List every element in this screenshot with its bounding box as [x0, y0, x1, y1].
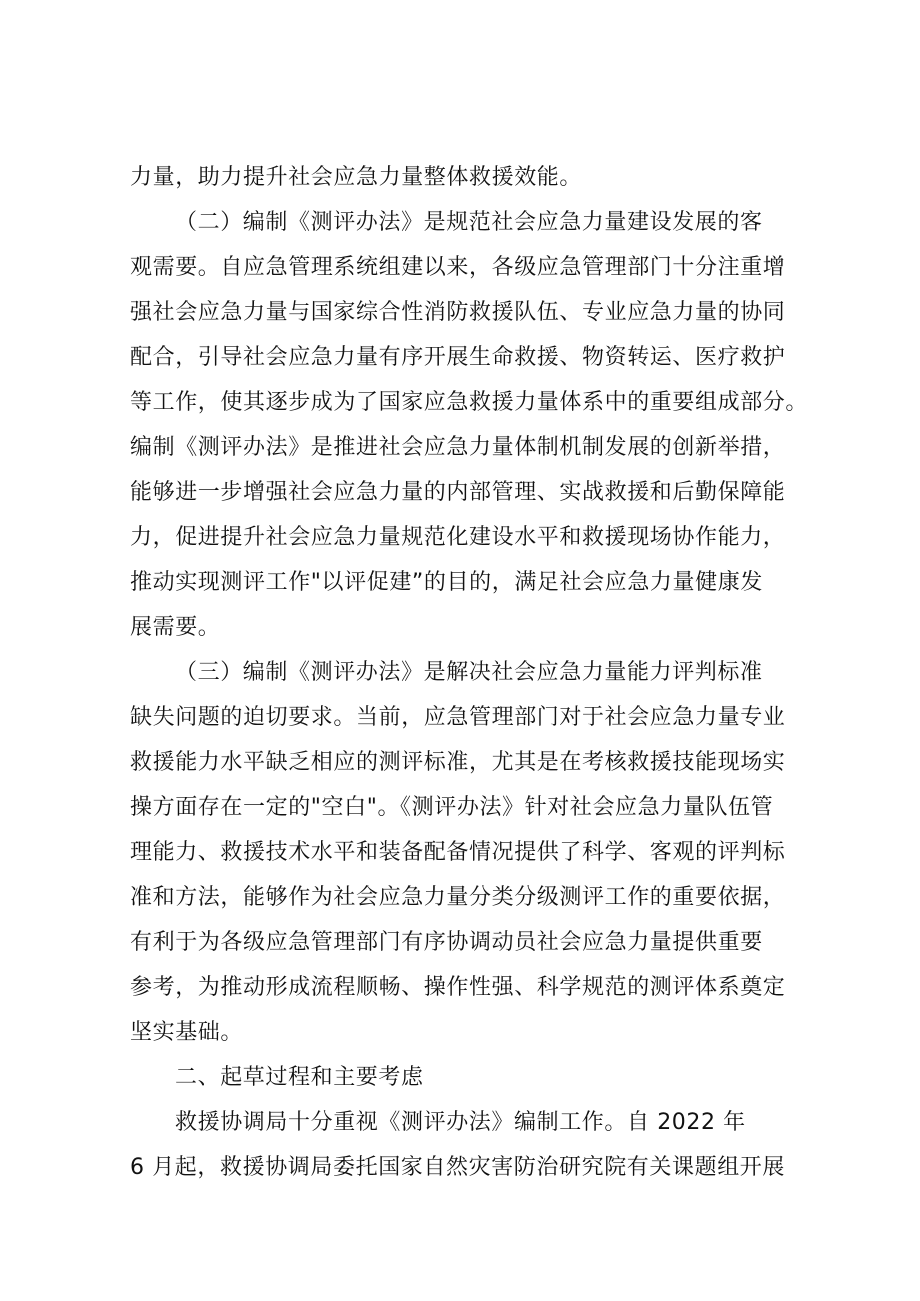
paragraph-line-22: 救援协调局十分重视《测评办法》编制工作。自 2022 年 — [175, 1110, 746, 1135]
paragraph-line-8: 能够进一步增强社会应急力量的内部管理、实战救援和后勤保障能 — [130, 480, 786, 505]
paragraph-line-7: 编制《测评办法》是推进社会应急力量体制机制发展的创新举措， — [130, 435, 786, 460]
paragraph-line-20: 坚实基础。 — [130, 1020, 244, 1045]
paragraph-line-13: 缺失问题的迫切要求。当前，应急管理部门对于社会应急力量专业 — [130, 705, 786, 730]
paragraph-line-6: 等工作，使其逐步成为了国家应急救援力量体系中的重要组成部分。 — [130, 390, 809, 415]
paragraph-line-23: 6 月起，救援协调局委托国家自然灾害防治研究院有关课题组开展 — [130, 1155, 785, 1180]
paragraph-line-4: 强社会应急力量与国家综合性消防救援队伍、专业应急力量的协同 — [130, 300, 786, 325]
paragraph-line-2: （二）编制《测评办法》是规范社会应急力量建设发展的客 — [175, 210, 763, 235]
paragraph-line-5: 配合，引导社会应急力量有序开展生命救援、物资转运、医疗救护 — [130, 345, 786, 370]
paragraph-line-18: 有利于为各级应急管理部门有序协调动员社会应急力量提供重要 — [130, 930, 763, 955]
paragraph-line-1: 力量，助力提升社会应急力量整体救援效能。 — [130, 165, 583, 190]
paragraph-line-15: 操方面存在一定的"空白"。《测评办法》针对社会应急力量队伍管 — [130, 795, 774, 820]
paragraph-line-9: 力，促进提升社会应急力量规范化建设水平和救援现场协作能力， — [130, 525, 786, 550]
paragraph-line-14: 救援能力水平缺乏相应的测评标准，尤其是在考核救援技能现场实 — [130, 750, 786, 775]
section-heading: 二、起草过程和主要考虑 — [175, 1065, 424, 1090]
paragraph-line-12: （三）编制《测评办法》是解决社会应急力量能力评判标准 — [175, 660, 763, 685]
paragraph-line-16: 理能力、救援技术水平和装备配备情况提供了科学、客观的评判标 — [130, 840, 786, 865]
paragraph-line-19: 参考，为推动形成流程顺畅、操作性强、科学规范的测评体系奠定 — [130, 975, 786, 1000]
paragraph-line-17: 准和方法，能够作为社会应急力量分类分级测评工作的重要依据， — [130, 885, 786, 910]
paragraph-line-11: 展需要。 — [130, 615, 221, 640]
paragraph-line-3: 观需要。自应急管理系统组建以来，各级应急管理部门十分注重增 — [130, 255, 786, 280]
paragraph-line-10: 推动实现测评工作"以评促建”的目的，满足社会应急力量健康发 — [130, 570, 763, 595]
